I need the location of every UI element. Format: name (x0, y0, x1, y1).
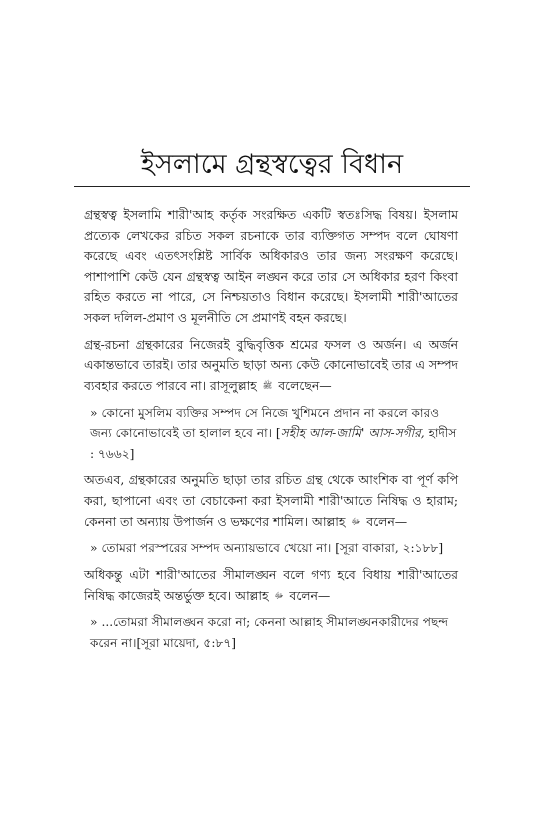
paragraph-transgression-text: অধিকন্তু এটা শারী'আতের সীমালঙ্ঘন বলে গণ্য হবে বিধায় শারী'আতের নিষিদ্ধ কাজেরই অন্তর্ভুক্ত হবে। আল্লাহ (84, 566, 458, 603)
quote-marker: » (90, 615, 98, 630)
quran-quote-maida (90, 612, 458, 653)
hadith-quote-text: কোনো মুসলিম ব্যক্তির সম্পদ সে নিজে খুশিমনে প্রদান না করলে কারও জন্য কোনোভাবেই তা হালাল হবে না। (90, 405, 440, 441)
paragraph-intro-text: গ্রন্থস্বত্ব ইসলামি শারী'আহ কর্তৃক সংরক্ষিত একটি স্বতঃসিদ্ধ বিষয়। ইসলাম প্রত্যেক লেখকের রচিত সকল রচনাকে তার ব্যক্তিগত সম্পদ বলে ঘোষণা করেছে এবং এতৎসংশ্লিষ্ট সার্বিক অধিকারও তার জন্য সংরক্ষণ করেছে। পাশাপাশি কেউ যেন গ্রন্থস্বত্ব আইন লঙ্ঘন করে তার সে অধিকার হরণ কিংবা রহিত করতে না পারে, সে নিশ্চয়তাও বিধান করেছে। ইসলামী শারী'আতের সকল দলিল-প্রমাণ ও মূলনীতি সে প্রমাণই বহন করছে। (84, 207, 458, 325)
paragraph-prohibition-text: অতএব, গ্রন্থকারের অনুমতি ছাড়া তার রচিত গ্রন্থ থেকে আংশিক বা পূর্ণ কপি করা, ছাপানো এবং তা বেচাকেনা করা ইসলামী শারী'আতে নিষিদ্ধ ও হারাম; কেননা তা অন্যায় উপার্জন ও ভক্ষণের শামিল। আল্লাহ (84, 472, 458, 529)
quote-marker: » (90, 541, 98, 556)
paragraph-authorship (84, 335, 458, 397)
hadith-ref-bracket: [ (275, 426, 281, 441)
paragraph-intro (84, 205, 458, 329)
paragraph-prohibition (84, 470, 458, 532)
paragraph-authorship-text: গ্রন্থ-রচনা গ্রন্থকারের নিজেরই বুদ্ধিবৃত্তিক শ্রমের ফসল ও অর্জন। এ অর্জন একান্তভাবে তারই। তার অনুমতি ছাড়া অন্য কেউ কোনোভাবেই তার এ সম্পদ ব্যবহার করতে পারবে না। রাসূলুল্লাহ (84, 336, 458, 393)
hadith-ref-number: হাদীস : ৭৬৬২] (90, 426, 457, 461)
paragraph-transgression (84, 565, 458, 606)
title-underline (74, 186, 470, 187)
honorific-prophet-icon: ﷺ (262, 380, 273, 390)
hadith-quote (90, 403, 458, 465)
quote-marker: » (90, 405, 98, 420)
paragraph-transgression-tail: বলেন— (289, 587, 331, 603)
hadith-ref-source: সহীহ আল-জামি' আস-সগীর, (280, 426, 425, 441)
chapter-title: ইসলামে গ্রন্থস্বত্বের বিধান (140, 149, 404, 180)
honorific-allah-icon: ﷻ (274, 590, 284, 600)
chapter-heading (72, 148, 472, 187)
paragraph-prohibition-tail: বলেন— (366, 513, 408, 529)
quran-quote-baqara-text: তোমরা পরস্পরের সম্পদ অন্যায়ভাবে খেয়ো না। (101, 541, 332, 556)
quran-ref-baqara: [সূরা বাকারা, ২:১৮৮] (335, 541, 444, 556)
honorific-allah-icon: ﷻ (351, 516, 361, 526)
chapter-body (84, 205, 458, 659)
quran-ref-maida: [সূরা মায়েদা, ৫:৮৭] (136, 635, 237, 650)
quran-quote-maida-text: ...তোমরা সীমালঙ্ঘন করো না; কেননা আল্লাহ সীমালঙ্ঘনকারীদের পছন্দ করেন না। (90, 615, 449, 650)
quran-quote-baqara (90, 538, 458, 559)
paragraph-authorship-tail: বলেছেন— (278, 377, 332, 393)
